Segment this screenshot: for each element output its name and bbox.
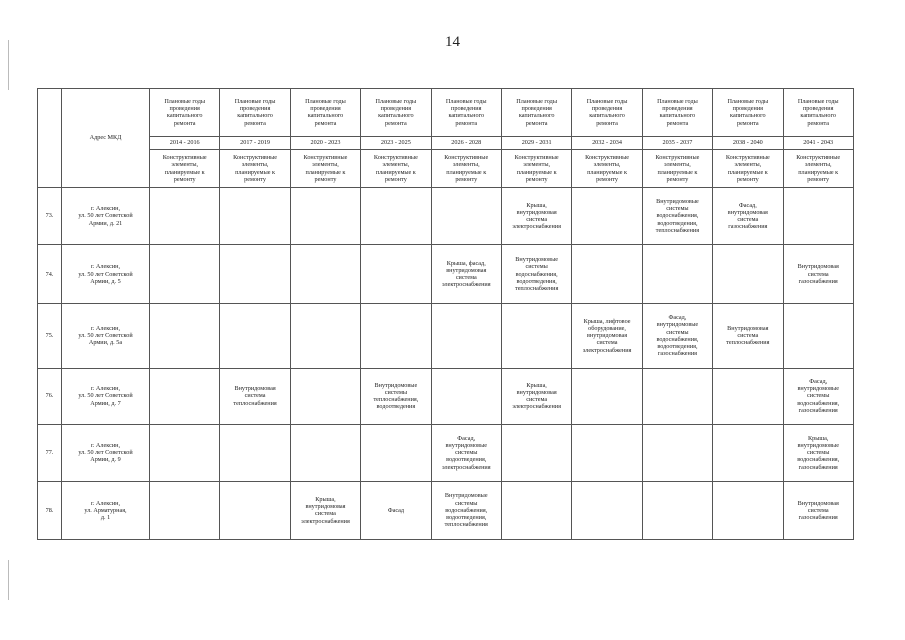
elements-label-header: Конструктивные элементы, планируемые к ремонту bbox=[642, 150, 712, 188]
row-number: 75. bbox=[38, 304, 62, 368]
plan-cell: Крыша, внутридомовая система электроснабжения bbox=[501, 368, 571, 424]
period-label-header: Плановые годы проведения капитального ремонта bbox=[220, 89, 290, 137]
plan-cell bbox=[220, 187, 290, 244]
scan-mark bbox=[8, 40, 9, 90]
plan-cell bbox=[713, 481, 783, 539]
period-years-header: 2014 - 2016 bbox=[150, 136, 220, 149]
plan-cell: Внутридомовая система газоснабжения bbox=[783, 481, 853, 539]
header-row-periods bbox=[38, 89, 854, 137]
plan-cell bbox=[572, 245, 642, 304]
plan-cell bbox=[361, 304, 431, 368]
plan-cell: Внутридомовая система газоснабжения bbox=[783, 245, 853, 304]
repair-plan-table bbox=[37, 88, 854, 540]
plan-cell bbox=[290, 245, 360, 304]
period-label-header: Плановые годы проведения капитального ремонта bbox=[572, 89, 642, 137]
plan-cell bbox=[572, 481, 642, 539]
elements-label-header: Конструктивные элементы, планируемые к ремонту bbox=[150, 150, 220, 188]
address-cell: г. Алексин, ул. 50 лет Советской Армии, д. 9 bbox=[62, 424, 150, 481]
plan-cell bbox=[150, 368, 220, 424]
plan-cell bbox=[572, 424, 642, 481]
address-cell: г. Алексин, ул. 50 лет Советской Армии, д. 21 bbox=[62, 187, 150, 244]
plan-cell bbox=[290, 304, 360, 368]
period-years-header: 2041 - 2043 bbox=[783, 136, 853, 149]
row-number: 74. bbox=[38, 245, 62, 304]
plan-cell bbox=[713, 424, 783, 481]
address-cell: г. Алексин, ул. Арматурная, д. 1 bbox=[62, 481, 150, 539]
period-years-header: 2017 - 2019 bbox=[220, 136, 290, 149]
plan-cell: Крыша, внутридомовая система электроснабжения bbox=[501, 187, 571, 244]
period-years-header: 2035 - 2037 bbox=[642, 136, 712, 149]
plan-cell: Фасад, внутридомовые системы водоснабжения, водоотведения, газоснабжения bbox=[642, 304, 712, 368]
period-label-header: Плановые годы проведения капитального ремонта bbox=[642, 89, 712, 137]
address-cell: г. Алексин, ул. 50 лет Советской Армии, д. 5 bbox=[62, 245, 150, 304]
period-label-header: Плановые годы проведения капитального ремонта bbox=[361, 89, 431, 137]
elements-label-header: Конструктивные элементы, планируемые к ремонту bbox=[783, 150, 853, 188]
plan-cell bbox=[150, 304, 220, 368]
elements-label-header: Конструктивные элементы, планируемые к ремонту bbox=[431, 150, 501, 188]
plan-cell bbox=[783, 187, 853, 244]
elements-label-header: Конструктивные элементы, планируемые к ремонту bbox=[713, 150, 783, 188]
period-years-header: 2023 - 2025 bbox=[361, 136, 431, 149]
plan-cell: Крыша, внутридомовая система электроснабжения bbox=[290, 481, 360, 539]
plan-cell bbox=[431, 187, 501, 244]
plan-cell bbox=[501, 424, 571, 481]
address-cell: г. Алексин, ул. 50 лет Советской Армии, д. 7 bbox=[62, 368, 150, 424]
plan-cell bbox=[290, 187, 360, 244]
plan-cell bbox=[220, 481, 290, 539]
plan-cell: Внутридомовые системы водоснабжения, водоотведения, теплоснабжения bbox=[431, 481, 501, 539]
plan-cell: Внутридомовые системы теплоснабжения, водоотведения bbox=[361, 368, 431, 424]
period-label-header: Плановые годы проведения капитального ремонта bbox=[290, 89, 360, 137]
plan-cell: Фасад, внутридомовая система газоснабжения bbox=[713, 187, 783, 244]
table-row bbox=[38, 304, 854, 368]
header-row-years bbox=[38, 136, 854, 149]
plan-cell bbox=[572, 368, 642, 424]
plan-cell bbox=[642, 481, 712, 539]
plan-cell: Внутридомовые системы водоснабжения, водоотведения, теплоснабжения bbox=[501, 245, 571, 304]
table-row bbox=[38, 424, 854, 481]
plan-cell bbox=[783, 304, 853, 368]
period-years-header: 2032 - 2034 bbox=[572, 136, 642, 149]
plan-cell bbox=[431, 368, 501, 424]
plan-cell bbox=[290, 424, 360, 481]
elements-label-header: Конструктивные элементы, планируемые к ремонту bbox=[361, 150, 431, 188]
elements-label-header: Конструктивные элементы, планируемые к ремонту bbox=[501, 150, 571, 188]
period-years-header: 2029 - 2031 bbox=[501, 136, 571, 149]
elements-label-header: Конструктивные элементы, планируемые к ремонту bbox=[290, 150, 360, 188]
plan-cell bbox=[290, 368, 360, 424]
plan-cell: Фасад bbox=[361, 481, 431, 539]
header-row-elements bbox=[38, 150, 854, 188]
plan-cell bbox=[642, 368, 712, 424]
table-body bbox=[38, 89, 854, 540]
page-number: 14 bbox=[445, 34, 460, 50]
period-label-header: Плановые годы проведения капитального ремонта bbox=[150, 89, 220, 137]
plan-cell: Внутридомовая система теплоснабжения bbox=[713, 304, 783, 368]
plan-cell bbox=[150, 424, 220, 481]
plan-cell bbox=[572, 187, 642, 244]
plan-cell bbox=[501, 481, 571, 539]
plan-cell bbox=[150, 481, 220, 539]
plan-cell: Крыша, фасад, внутридомовая система электроснабжения bbox=[431, 245, 501, 304]
plan-cell bbox=[713, 368, 783, 424]
plan-cell bbox=[150, 245, 220, 304]
plan-cell bbox=[713, 245, 783, 304]
address-header: Адрес МКД bbox=[62, 89, 150, 188]
table-row bbox=[38, 187, 854, 244]
plan-cell: Фасад, внутридомовые системы водоотведения, электроснабжения bbox=[431, 424, 501, 481]
plan-cell bbox=[431, 304, 501, 368]
period-years-header: 2026 - 2028 bbox=[431, 136, 501, 149]
elements-label-header: Конструктивные элементы, планируемые к ремонту bbox=[220, 150, 290, 188]
plan-cell bbox=[220, 424, 290, 481]
plan-cell: Крыша, лифтовое оборудование, внутридомовая система электроснабжения bbox=[572, 304, 642, 368]
plan-cell bbox=[361, 245, 431, 304]
plan-cell bbox=[361, 424, 431, 481]
table-row bbox=[38, 368, 854, 424]
plan-cell bbox=[220, 245, 290, 304]
plan-cell bbox=[150, 187, 220, 244]
period-years-header: 2038 - 2040 bbox=[713, 136, 783, 149]
plan-cell bbox=[642, 245, 712, 304]
row-number: 76. bbox=[38, 368, 62, 424]
plan-cell: Крыша, внутридомовые системы водоснабжения, газоснабжения bbox=[783, 424, 853, 481]
row-number: 78. bbox=[38, 481, 62, 539]
period-years-header: 2020 - 2023 bbox=[290, 136, 360, 149]
address-cell: г. Алексин, ул. 50 лет Советской Армии, д. 5а bbox=[62, 304, 150, 368]
plan-cell: Внутридомовые системы водоснабжения, водоотведения, теплоснабжения bbox=[642, 187, 712, 244]
elements-label-header: Конструктивные элементы, планируемые к ремонту bbox=[572, 150, 642, 188]
table-row bbox=[38, 245, 854, 304]
plan-cell bbox=[361, 187, 431, 244]
plan-cell: Внутридомовая система теплоснабжения bbox=[220, 368, 290, 424]
row-number: 73. bbox=[38, 187, 62, 244]
plan-cell bbox=[642, 424, 712, 481]
period-label-header: Плановые годы проведения капитального ремонта bbox=[431, 89, 501, 137]
period-label-header: Плановые годы проведения капитального ремонта bbox=[501, 89, 571, 137]
period-label-header: Плановые годы проведения капитального ремонта bbox=[713, 89, 783, 137]
scan-mark bbox=[8, 560, 9, 600]
row-number: 77. bbox=[38, 424, 62, 481]
number-header bbox=[38, 89, 62, 188]
table-row bbox=[38, 481, 854, 539]
period-label-header: Плановые годы проведения капитального ремонта bbox=[783, 89, 853, 137]
plan-cell bbox=[220, 304, 290, 368]
plan-cell bbox=[501, 304, 571, 368]
plan-cell: Фасад, внутридомовые системы водоснабжения, газоснабжения bbox=[783, 368, 853, 424]
